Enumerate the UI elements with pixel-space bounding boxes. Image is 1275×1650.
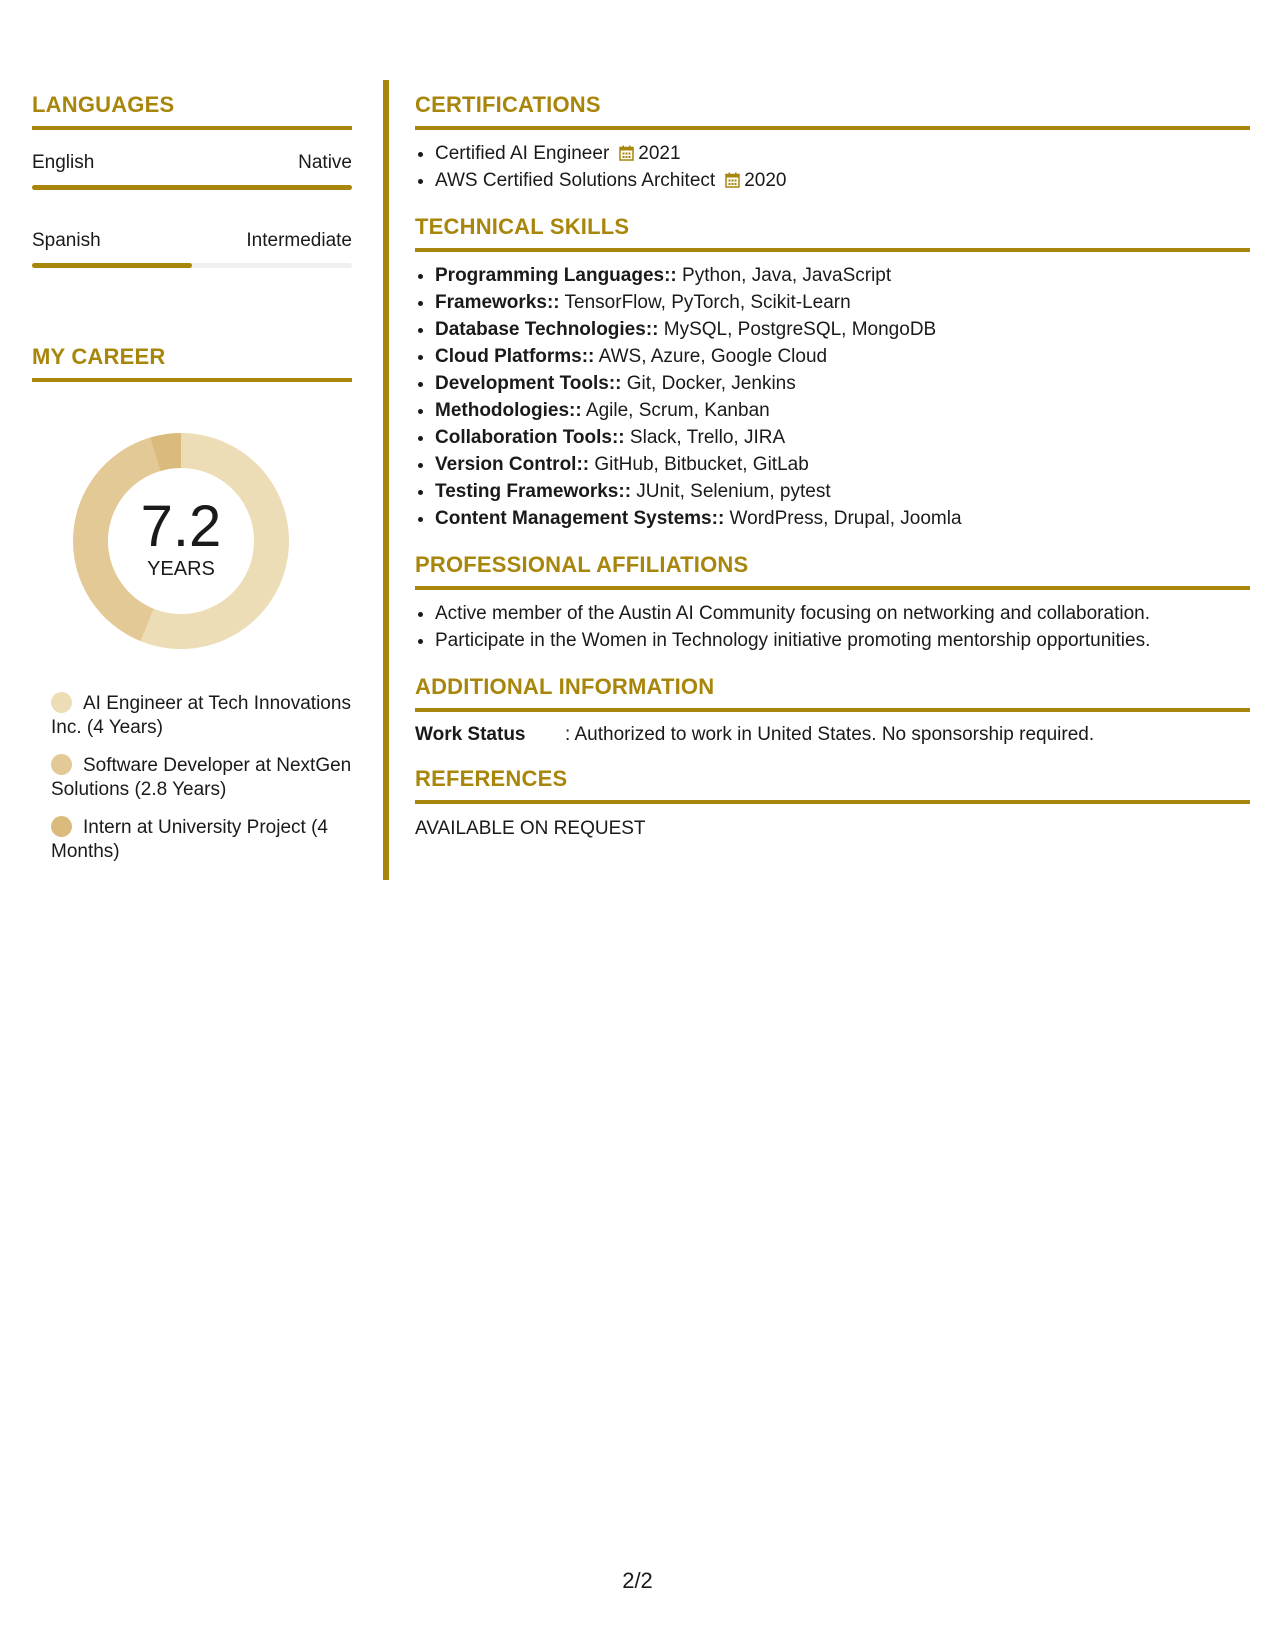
language-name: Spanish xyxy=(32,230,101,251)
certification-name: Certified AI Engineer xyxy=(435,143,610,164)
skill-label: Database Technologies:: xyxy=(435,319,659,340)
career-section xyxy=(32,344,352,864)
skill-item xyxy=(435,316,1250,343)
language-proficiency-bar xyxy=(32,263,352,268)
career-total xyxy=(66,426,296,656)
skill-item xyxy=(435,289,1250,316)
certification-year: 2020 xyxy=(744,170,787,191)
legend-item xyxy=(51,816,352,864)
skill-value: Git, Docker, Jenkins xyxy=(621,373,796,394)
section-title-technical-skills: TECHNICAL SKILLS xyxy=(415,214,1250,252)
legend-swatch xyxy=(51,754,72,775)
section-title-certifications: CERTIFICATIONS xyxy=(415,92,1250,130)
skill-item xyxy=(435,505,1250,532)
language-proficiency-bar xyxy=(32,185,352,190)
skill-label: Development Tools:: xyxy=(435,373,622,394)
skill-value: Agile, Scrum, Kanban xyxy=(581,400,770,421)
section-title-additional-info: ADDITIONAL INFORMATION xyxy=(415,674,1250,712)
section-title-affiliations: PROFESSIONAL AFFILIATIONS xyxy=(415,552,1250,590)
skill-item xyxy=(435,370,1250,397)
work-status-label: Work Status xyxy=(415,724,526,745)
section-title-references: REFERENCES xyxy=(415,766,1250,804)
language-proficiency-fill xyxy=(32,263,192,268)
certification-item xyxy=(435,167,1250,194)
skill-item xyxy=(435,478,1250,505)
calendar-icon xyxy=(619,145,634,161)
certification-item xyxy=(435,140,1250,167)
certifications-section xyxy=(415,92,1250,194)
skill-item xyxy=(435,397,1250,424)
skill-value: AWS, Azure, Google Cloud xyxy=(594,346,828,367)
right-column xyxy=(415,92,1250,840)
skill-item xyxy=(435,343,1250,370)
skill-item xyxy=(435,424,1250,451)
skill-label: Methodologies:: xyxy=(435,400,582,421)
section-title-languages: LANGUAGES xyxy=(32,92,352,130)
affiliations-section xyxy=(415,552,1250,654)
language-name: English xyxy=(32,152,95,173)
affiliation-item: • Active member of the Austin AI Community focusing on networking and collaboration. xyxy=(435,600,1250,627)
affiliation-item: • Participate in the Women in Technology initiative promoting mentorship opportunities. xyxy=(435,627,1250,654)
skill-label: Cloud Platforms:: xyxy=(435,346,595,367)
skill-value: JUnit, Selenium, pytest xyxy=(631,481,831,502)
language-proficiency-fill xyxy=(32,185,352,190)
skill-label: Programming Languages:: xyxy=(435,265,677,286)
certification-year: 2021 xyxy=(638,143,681,164)
skill-value: WordPress, Drupal, Joomla xyxy=(724,508,962,529)
skill-label: Version Control:: xyxy=(435,454,590,475)
languages-section xyxy=(32,92,352,268)
legend-swatch xyxy=(51,692,72,713)
legend-item xyxy=(51,692,352,740)
skill-value: TensorFlow, PyTorch, Scikit-Learn xyxy=(559,292,851,313)
skill-label: Frameworks:: xyxy=(435,292,560,313)
section-title-career: MY CAREER xyxy=(32,344,352,382)
references-section xyxy=(415,766,1250,840)
legend-label: AI Engineer at Tech Innovations Inc. (4 Years) xyxy=(51,693,351,738)
legend-swatch xyxy=(51,816,72,837)
calendar-icon xyxy=(725,172,740,188)
work-status-row xyxy=(415,724,1250,746)
skill-label: Collaboration Tools:: xyxy=(435,427,625,448)
legend-item xyxy=(51,754,352,802)
skill-value: GitHub, Bitbucket, GitLab xyxy=(589,454,809,475)
career-donut-chart xyxy=(66,426,296,656)
references-text: AVAILABLE ON REQUEST xyxy=(415,818,646,839)
language-item xyxy=(32,230,352,268)
legend-label: Intern at University Project (4 Months) xyxy=(51,817,328,862)
page-number: 2/2 xyxy=(622,1568,653,1593)
skill-item xyxy=(435,451,1250,478)
legend-label: Software Developer at NextGen Solutions (2.8 Years) xyxy=(51,755,352,800)
skill-value: Slack, Trello, JIRA xyxy=(624,427,786,448)
certification-name: AWS Certified Solutions Architect xyxy=(435,170,716,191)
additional-info-section xyxy=(415,674,1250,746)
career-total-unit: YEARS xyxy=(147,558,215,580)
career-legend xyxy=(51,692,352,864)
technical-skills-section xyxy=(415,214,1250,532)
work-status-value: : Authorized to work in United States. No sponsorship required. xyxy=(565,724,1095,745)
skills-list xyxy=(415,262,1250,532)
skill-item xyxy=(435,262,1250,289)
skill-label: Content Management Systems:: xyxy=(435,508,725,529)
skill-value: Python, Java, JavaScript xyxy=(676,265,892,286)
language-level: Native xyxy=(298,152,352,173)
affiliations-list xyxy=(415,600,1250,654)
certifications-list xyxy=(415,140,1250,194)
left-column xyxy=(32,92,352,878)
language-level: Intermediate xyxy=(246,230,352,251)
career-total-value: 7.2 xyxy=(140,494,222,559)
language-item xyxy=(32,152,352,190)
column-divider xyxy=(383,80,389,880)
skill-label: Testing Frameworks:: xyxy=(435,481,632,502)
skill-value: MySQL, PostgreSQL, MongoDB xyxy=(658,319,937,340)
